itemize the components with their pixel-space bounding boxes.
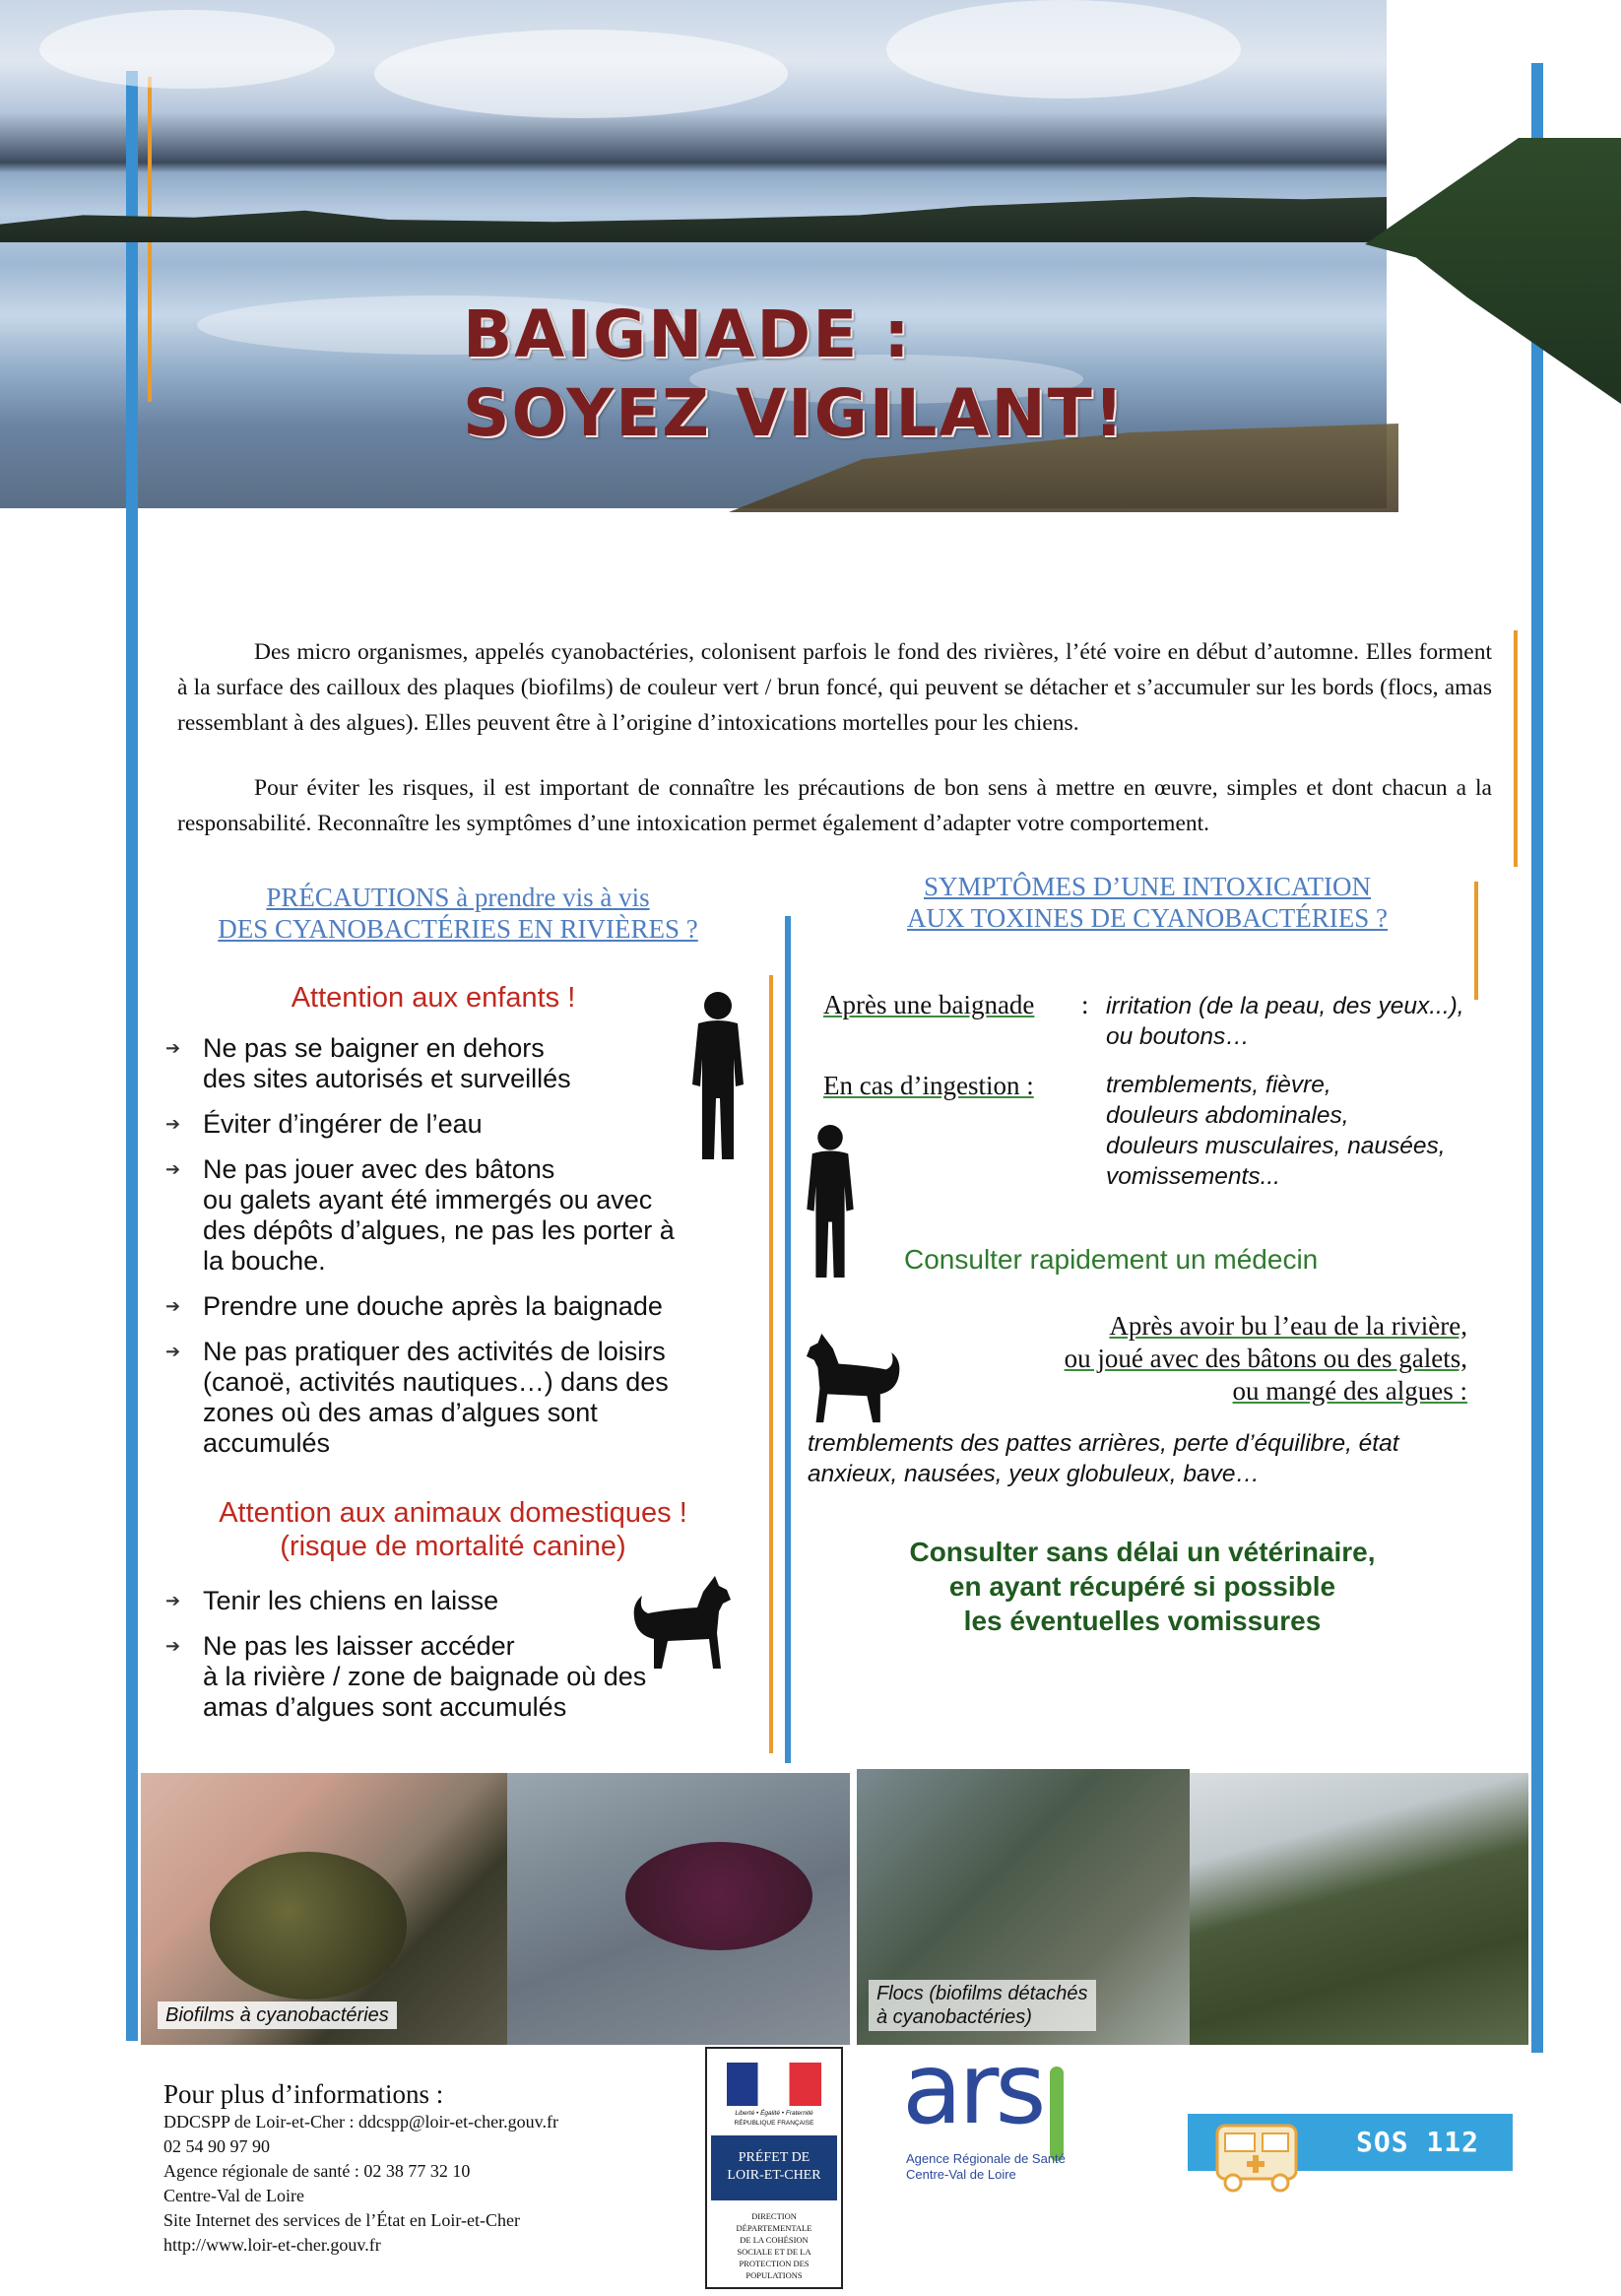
hero-title-line2: SOYEZ VIGILANT! [463,375,1126,451]
arrow-bullet-icon: ➔ [165,1636,181,1656]
after-bath-symptoms: irritation (de la peau, des yeux...), ou boutons… [1106,993,1464,1050]
caption-biofilms: Biofilms à cyanobactéries [158,2001,397,2029]
dog-symptoms: tremblements des pattes arrières, perte d’équilibre, état anxieux, nausées, yeux globuleux, bave… [808,1430,1399,1487]
after-bath-colon: : [1081,990,1089,1019]
arrow-bullet-icon: ➔ [165,1159,181,1179]
ars-region-label: Centre-Val de Loire [906,2167,1016,2182]
photo-flocs-shore [1190,1773,1528,2045]
distant-trees [0,197,1387,242]
left-blue-bar [126,71,138,2041]
animals-warning-title: Attention aux animaux domestiques ! (risque de mortalité canine) [219,1497,687,1562]
list-item: ➔ Ne pas jouer avec des bâtons ou galets ayant été immergés ou avec des dépôts d’algues, ne pas les porter à la bouche. [165,1154,675,1276]
ingestion-symptoms: tremblements, fièvre, douleurs abdominales, douleurs musculaires, nausées, vomissements... [1106,1072,1446,1190]
contact-title: Pour plus d’informations : [163,2079,444,2109]
ars-s-accent [1050,2066,1064,2161]
caption-flocs: Flocs (biofilms détachés à cyanobactéries) [869,1980,1096,2031]
dog-silhouette-icon [628,1574,737,1673]
precautions-header-line1: PRÉCAUTIONS à prendre vis à vis [266,883,650,912]
ddcspp-email[interactable]: ddcspp@loir-et-cher.gouv.fr [357,2112,558,2132]
symptoms-orange-bar [1474,882,1478,1000]
ingestion-label: En cas d’ingestion : [823,1071,1034,1100]
consult-vet-text: Consulter sans délai un vétérinaire, en ayant récupéré si possible les éventuelles vomissures [909,1537,1376,1636]
intro-paragraph-2: Pour éviter les risques, il est important de connaître les précautions de bon sens à mettre en œuvre, simples et dont chacun a la responsabilité. Reconnaître les symptômes d’une intoxication permet également d’adapter votre comportement. [177,775,1492,836]
symptoms-header-line1: SYMPTÔMES D’UNE INTOXICATION [923,872,1371,901]
ambulance-icon [1209,2102,1304,2197]
prefet-direction: DIRECTION DÉPARTEMENTALE DE LA COHÉSION SOCIALE ET DE LA PROTECTION DES POPULATIONS [736,2211,812,2280]
children-precautions-list [160,1033,770,1474]
precautions-header [138,882,778,945]
children-warning-title: Attention aux enfants ! [291,982,576,1014]
arrow-bullet-icon: ➔ [165,1114,181,1134]
ars-logo [902,2031,1129,2185]
marianne-flag-icon [727,2063,821,2106]
list-item: ➔ Ne pas se baigner en dehors des sites autorisés et surveillés [165,1033,571,1093]
precautions-header-line2: DES CYANOBACTÉRIES EN RIVIÈRES ? [218,914,698,944]
ars-agency: Agence Régionale de Santé [906,2151,1066,2166]
list-item: ➔ Tenir les chiens en laisse [165,1586,499,1615]
sos-number: SOS 112 [1355,2126,1479,2158]
site-label: Site Internet des services de l’État en Loir-et-Cher [163,2210,520,2230]
consult-doctor-text: Consulter rapidement un médecin [904,1244,1319,1275]
site-url[interactable]: http://www.loir-et-cher.gouv.fr [163,2235,381,2255]
prefet-title-box: PRÉFET DE LOIR-ET-CHER [711,2135,837,2200]
list-item: ➔ Prendre une douche après la baignade [165,1291,663,1321]
list-item: ➔ Éviter d’ingérer de l’eau [165,1109,483,1139]
arrow-bullet-icon: ➔ [165,1038,181,1058]
ddcspp-label: DDCSPP de Loir-et-Cher : [163,2112,355,2132]
prefet-logo [705,2047,843,2289]
hero-title [463,295,1126,453]
right-blue-bar [1531,63,1543,2053]
contact-info [163,2078,558,2258]
ars-line: Agence régionale de santé : 02 38 77 32 10 [163,2161,471,2181]
intro-paragraph-1: Des micro organismes, appelés cyanobactéries, colonisent parfois le fond des rivières, l’été voire en début d’automne. Elles forment à la surface des cailloux des plaques (biofilms) de couleur vert / brun foncé, qui peuvent se détacher et s’accumuler sur les bords (flocs, amas ressemblant à des algues). Elles peuvent être à l’origine d’intoxications mortelles pour les chiens. [177,639,1492,736]
hero-title-line1: BAIGNADE : [463,296,912,372]
arrow-bullet-icon: ➔ [165,1296,181,1316]
list-item: ➔ Ne pas pratiquer des activités de loisirs (canoë, activités nautiques…) dans des zones où des amas d’algues sont accumulés [165,1337,669,1458]
after-bath-label: Après une baignade [823,990,1035,1019]
dog-conditions: Après avoir bu l’eau de la rivière, ou joué avec des bâtons ou des galets, ou mangé des algues : [1064,1311,1467,1406]
list-item: ➔ Ne pas les laisser accéder à la rivière / zone de baignade où des amas d’algues sont accumulés [165,1631,647,1722]
dog-silhouette-icon [800,1332,906,1426]
right-bank-trees [1365,138,1387,404]
photo-underwater-algae [507,1773,850,2045]
arrow-bullet-icon: ➔ [165,1342,181,1361]
ars-wordmark: ars [902,2031,1043,2146]
symptoms-header-line2: AUX TOXINES DE CYANOBACTÉRIES ? [906,903,1388,933]
prefet-motto: Liberté • Égalité • Fraternité [735,2110,813,2117]
intro-orange-bar [1514,630,1518,867]
hero-lake-photo [0,0,1387,508]
arrow-bullet-icon: ➔ [165,1591,181,1610]
ars-region: Centre-Val de Loire [163,2186,304,2205]
child-silhouette-icon [800,1123,861,1280]
symptoms-header [827,871,1467,934]
middle-blue-bar [785,916,791,1763]
prefet-republique: RÉPUBLIQUE FRANÇAISE [734,2120,814,2127]
ddcspp-phone: 02 54 90 97 90 [163,2136,270,2156]
